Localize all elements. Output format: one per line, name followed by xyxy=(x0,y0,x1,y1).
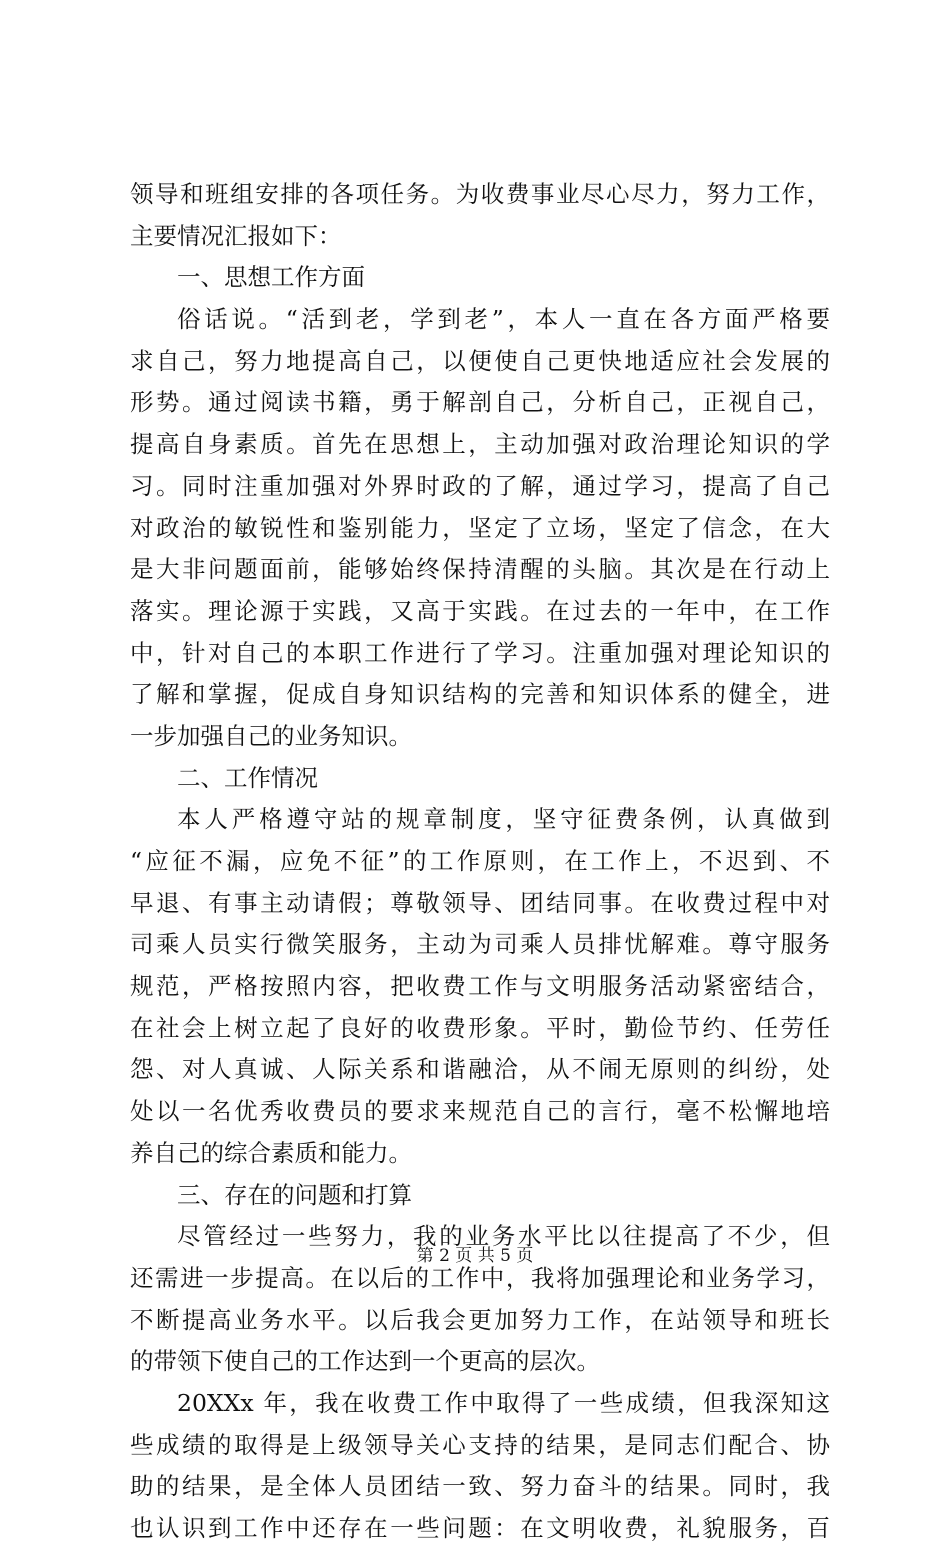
text-line: 尽管经过一些努力，我的业务水平比以往提高了不少，但 xyxy=(177,1222,830,1251)
text-line: 20XXx 年，我在收费工作中取得了一些成绩，但我深知这 xyxy=(177,1388,830,1417)
text-line: 俗话说。“活到老，学到老”，本人一直在各方面严格要 xyxy=(177,305,830,334)
section-heading: 三、存在的问题和打算 xyxy=(177,1180,412,1209)
page-number: 第 2 页 共 5 页 xyxy=(416,1246,534,1266)
text-line: 些成绩的取得是上级领导关心支持的结果，是同志们配合、协 xyxy=(130,1430,830,1459)
text-line: 求自己，努力地提高自己，以便使自己更快地适应社会发展的 xyxy=(130,346,830,375)
text-line: “应征不漏，应免不征”的工作原则，在工作上，不迟到、不 xyxy=(130,847,830,875)
text-line: 还需进一步提高。在以后的工作中，我将加强理论和业务学习， xyxy=(130,1263,830,1292)
document-body xyxy=(130,174,830,1550)
text-line: 落实。理论源于实践，又高于实践。在过去的一年中，在工作 xyxy=(130,596,830,625)
text-line: 司乘人员实行微笑服务，主动为司乘人员排忧解难。尊守服务 xyxy=(130,930,830,959)
section-heading: 二、工作情况 xyxy=(177,763,318,792)
text-line: 一步加强自己的业务知识。 xyxy=(130,721,412,750)
text-line: 也认识到工作中还存在一些问题：在文明收费，礼貌服务，百 xyxy=(130,1514,830,1542)
text-line: 形势。通过阅读书籍，勇于解剖自己，分析自己，正视自己， xyxy=(130,388,830,417)
text-line: 不断提高业务水平。以后我会更加努力工作，在站领导和班长 xyxy=(130,1305,830,1334)
text-line: 的带领下使自己的工作达到一个更高的层次。 xyxy=(130,1347,600,1376)
text-line: 中，针对自己的本职工作进行了学习。注重加强对理论知识的 xyxy=(130,638,830,667)
text-line: 是大非问题面前，能够始终保持清醒的头脑。其次是在行动上 xyxy=(130,555,830,584)
text-line: 规范，严格按照内容，把收费工作与文明服务活动紧密结合， xyxy=(130,972,830,1001)
text-line: 在社会上树立起了良好的收费形象。平时，勤俭节约、任劳任 xyxy=(130,1013,830,1042)
text-line: 对政治的敏锐性和鉴别能力，坚定了立场，坚定了信念，在大 xyxy=(130,513,830,542)
text-line: 养自己的综合素质和能力。 xyxy=(130,1138,412,1167)
text-line: 处以一名优秀收费员的要求来规范自己的言行，毫不松懈地培 xyxy=(130,1097,830,1126)
text-line: 习。同时注重加强对外界时政的了解，通过学习，提高了自己 xyxy=(130,471,830,500)
section-heading: 一、思想工作方面 xyxy=(177,263,365,292)
text-line: 了解和掌握，促成自身知识结构的完善和知识体系的健全，进 xyxy=(130,680,830,709)
text-line: 本人严格遵守站的规章制度，坚守征费条例，认真做到 xyxy=(177,805,830,834)
text-line: 助的结果，是全体人员团结一致、努力奋斗的结果。同时，我 xyxy=(130,1472,830,1501)
text-line: 主要情况汇报如下： xyxy=(130,221,342,250)
text-line: 早退、有事主动请假；尊敬领导、团结同事。在收费过程中对 xyxy=(130,888,830,917)
text-line: 提高自身素质。首先在思想上，主动加强对政治理论知识的学 xyxy=(130,430,830,459)
text-line: 怨、对人真诚、人际关系和谐融洽，从不闹无原则的纠纷，处 xyxy=(130,1055,830,1084)
page-footer xyxy=(0,1245,950,1267)
text-line: 领导和班组安排的各项任务。为收费事业尽心尽力，努力工作， xyxy=(130,180,830,208)
